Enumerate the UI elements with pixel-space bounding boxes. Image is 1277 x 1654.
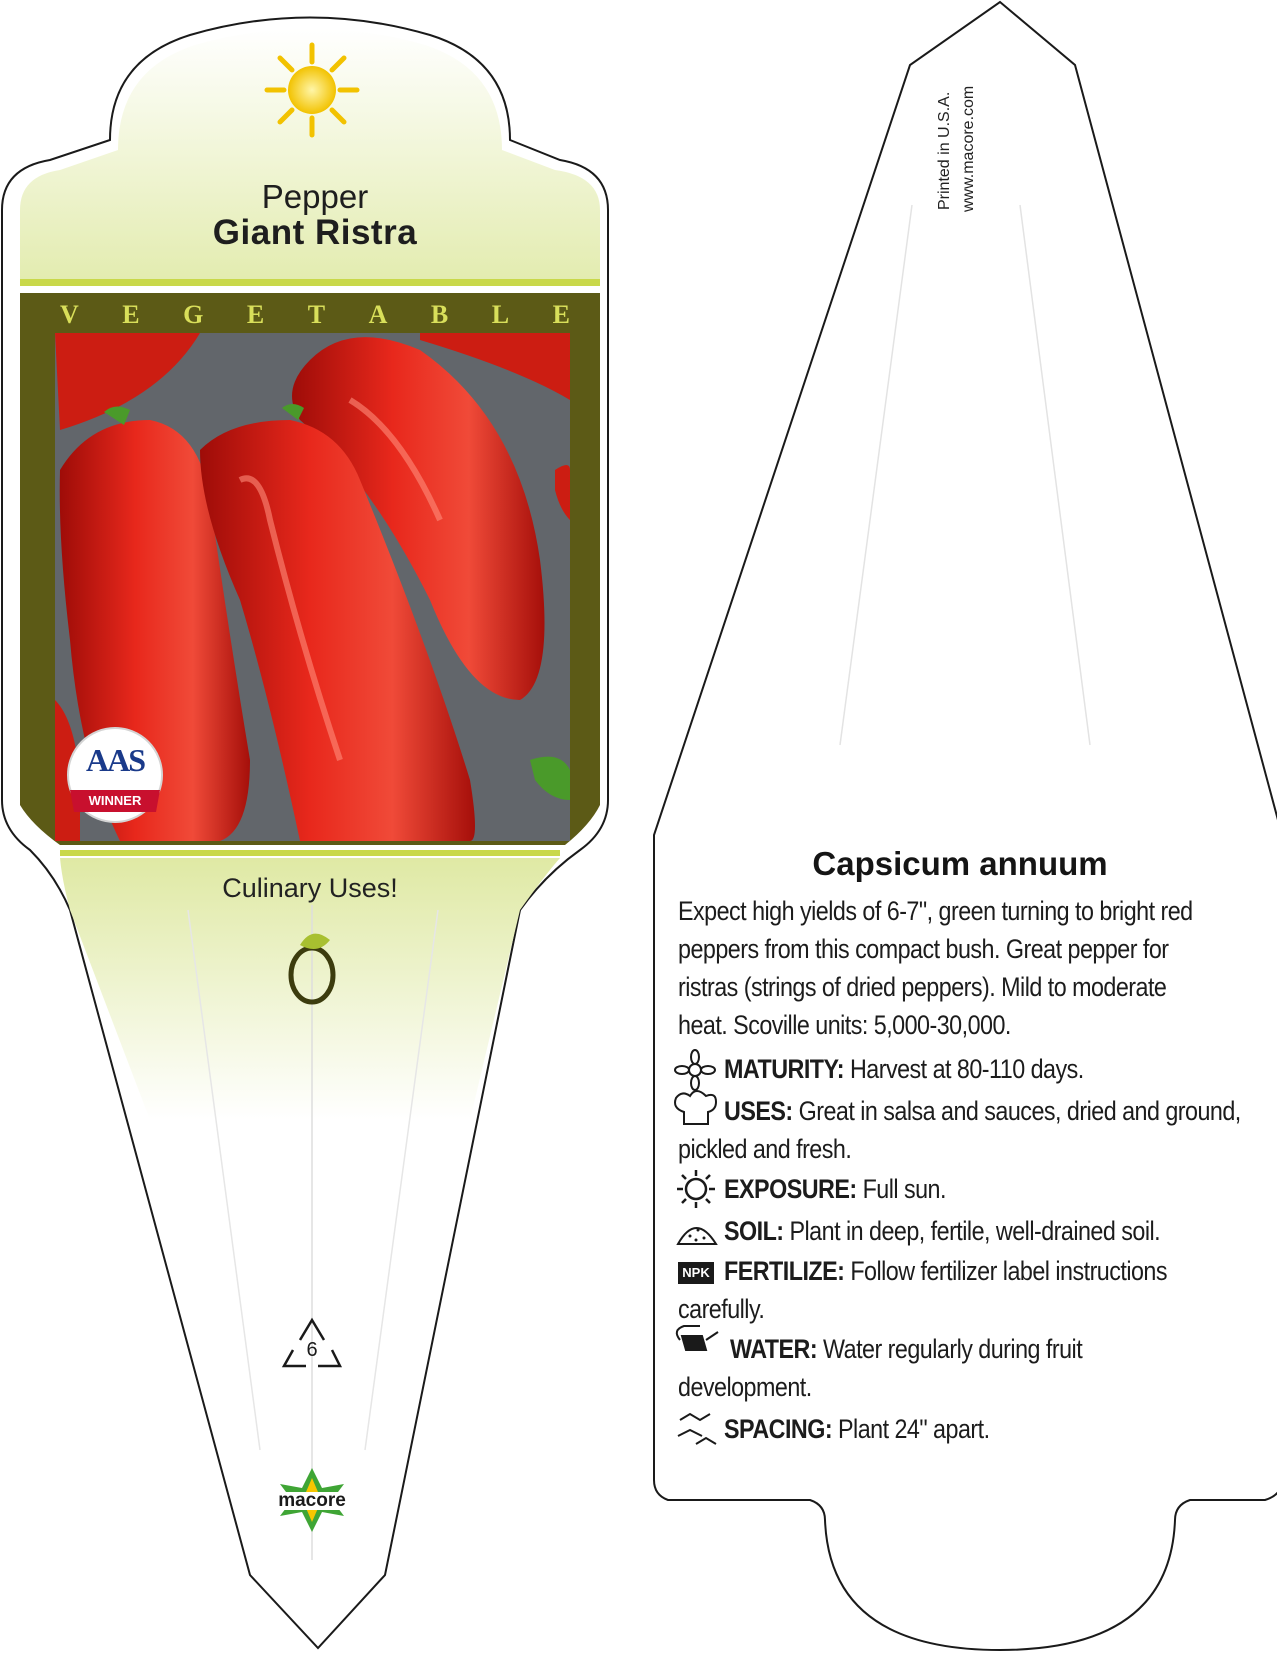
botanical-name: Capsicum annuum <box>812 845 1108 882</box>
spacing-label: SPACING: <box>724 1414 833 1444</box>
category-letter: A <box>368 300 388 329</box>
category-letter: V <box>60 300 79 329</box>
sun-icon <box>267 45 357 135</box>
uses-label: USES: <box>724 1096 793 1126</box>
spacing-row <box>724 1410 990 1449</box>
aas-badge-main: AAS <box>85 742 144 778</box>
water-text: Water regularly during fruit <box>817 1334 1083 1364</box>
water-label: WATER: <box>730 1334 818 1364</box>
maturity-text: Harvest at 80-110 days. <box>844 1054 1084 1084</box>
description-line: Expect high yields of 6-7", green turning to bright red <box>678 896 1193 926</box>
brand-name: macore <box>278 1490 346 1511</box>
exposure-row <box>724 1170 946 1209</box>
uses-text: Great in salsa and sauces, dried and ground, <box>792 1096 1241 1126</box>
exposure-text: Full sun. <box>856 1174 946 1204</box>
spacing-text: Plant 24" apart. <box>832 1414 990 1444</box>
aas-badge-sub: WINNER <box>88 793 142 808</box>
description-line: peppers from this compact bush. Great pepper for <box>678 934 1169 964</box>
website-label: www.macore.com <box>960 85 977 212</box>
fertilize-label: FERTILIZE: <box>724 1256 845 1286</box>
category-letter: E <box>552 300 570 329</box>
category-letter: L <box>491 300 510 329</box>
water-row <box>730 1330 1082 1369</box>
printed-label: Printed in U.S.A. <box>936 91 953 210</box>
uses-continued: pickled and fresh. <box>678 1134 852 1164</box>
exposure-label: EXPOSURE: <box>724 1174 857 1204</box>
category-banner <box>60 300 570 330</box>
category-letter: E <box>246 300 265 329</box>
feature-label: Culinary Uses! <box>222 873 398 903</box>
category-letter: G <box>183 300 204 329</box>
soil-text: Plant in deep, fertile, well-drained soil. <box>783 1216 1161 1246</box>
soil-row <box>724 1212 1160 1251</box>
npk-icon-label: NPK <box>682 1265 710 1280</box>
water-continued: development. <box>678 1372 812 1402</box>
category-letter: E <box>122 300 140 329</box>
uses-row <box>724 1092 1241 1131</box>
category-letter: T <box>307 300 326 329</box>
maturity-row <box>724 1050 1084 1089</box>
recycle-code: 6 <box>306 1339 318 1361</box>
maturity-label: MATURITY: <box>724 1054 845 1084</box>
soil-label: SOIL: <box>724 1216 784 1246</box>
variety-name: Giant Ristra <box>212 213 418 252</box>
fertilize-continued: carefully. <box>678 1294 765 1324</box>
description-line: heat. Scoville units: 5,000-30,000. <box>678 1010 1011 1040</box>
fertilize-row <box>724 1252 1167 1291</box>
description-line: ristras (strings of dried peppers). Mild to moderate <box>678 972 1167 1002</box>
plant-name: Pepper <box>261 178 369 215</box>
category-letter: B <box>430 300 449 329</box>
fertilize-text: Follow fertilizer label instructions <box>844 1256 1167 1286</box>
